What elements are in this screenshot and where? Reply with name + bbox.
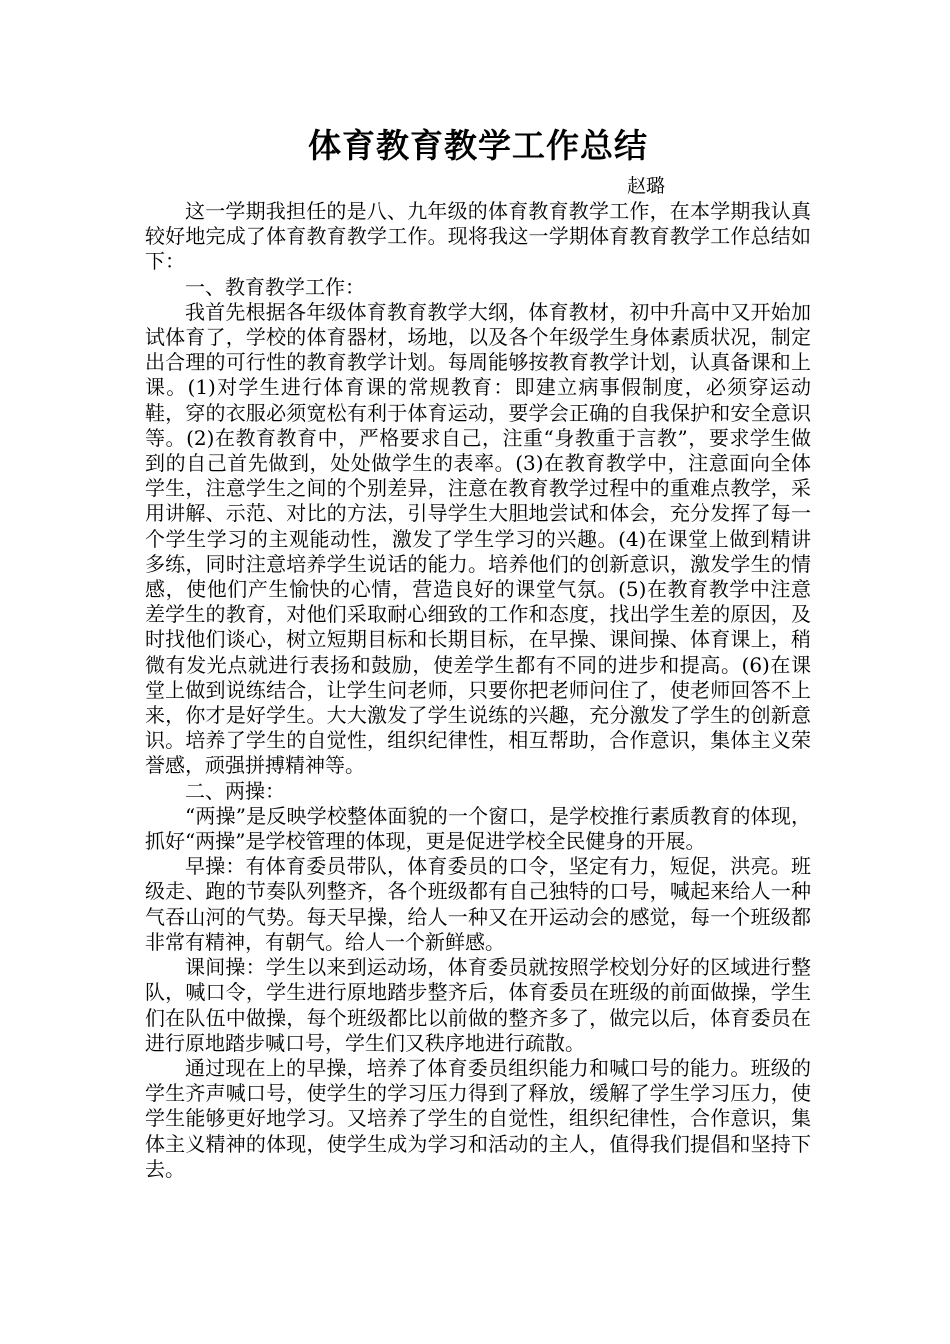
break-exercise-paragraph: 课间操：学生以来到运动场，体育委员就按照学校划分好的区域进行整队，喊口令，学生进行原地踏步整齐后，体育委员在班级的前面做操，学生们在队伍中做操，每个班级都比以前做的整齐多了，做完以后，体育委员在进行原地踏步喊口号，学生们又秩序地进行疏散。: [145, 955, 811, 1055]
document-body: [145, 199, 811, 1182]
exercises-intro-paragraph: “两操”是反映学校整体面貌的一个窗口，是学校推行素质教育的体现，抓好“两操”是学校管理的体现，更是促进学校全民健身的开展。: [145, 803, 811, 854]
section-heading-exercises: 二、两操：: [185, 778, 285, 803]
morning-exercise-paragraph: 早操：有体育委员带队，体育委员的口令，坚定有力，短促，洪亮。班级走、跑的节奏队列整齐，各个班级都有自己独特的口号，喊起来给人一种气吞山河的气势。每天早操，给人一种又在开运动会的感觉，每一个班级都非常有精神，有朝气。给人一个新鲜感。: [145, 854, 811, 954]
intro-paragraph: 这一学期我担任的是八、九年级的体育教育教学工作，在本学期我认真较好地完成了体育教育教学工作。现将我这一学期体育教育教学工作总结如下：: [145, 199, 811, 274]
document-title: 体育教育教学工作总结: [308, 126, 648, 165]
document-page: [145, 118, 811, 1182]
author-name: 赵璐: [626, 175, 665, 197]
section-heading-teaching: 一、教育教学工作：: [185, 274, 365, 299]
teaching-paragraph: 我首先根据各年级体育教育教学大纲，体育教材，初中升高中又开始加试体育了，学校的体育器材，场地，以及各个年级学生身体素质状况，制定出合理的可行性的教育教学计划。每周能够按教育教学计划，认真备课和上课。(1)对学生进行体育课的常规教育：即建立病事假制度，必须穿运动鞋，穿的衣服必须宽松有利于体育运动，要学会正确的自我保护和安全意识等。(2)在教育教育中，严格要求自己，注重“身教重于言教”，要求学生做到的自己首先做到，处处做学生的表率。(3)在教育教学中，注意面向全体学生，注意学生之间的个别差异，注意在教育教学过程中的重难点教学，采用讲解、示范、对比的方法，引导学生大胆地尝试和体会，充分发挥了每一个学生学习的主观能动性，激发了学生学习的兴趣。(4)在课堂上做到精讲多练，同时注意培养学生说话的能力。培养他们的创新意识，激发学生的情感，使他们产生愉快的心情，营造良好的课堂气氛。(5)在教育教学中注意差学生的教育，对他们采取耐心细致的工作和态度，找出学生差的原因，及时找他们谈心，树立短期目标和长期目标，在早操、课间操、体育课上，稍微有发光点就进行表扬和鼓励，使差学生都有不同的进步和提高。(6)在课堂上做到说练结合，让学生问老师，只要你把老师问住了，使老师回答不上来，你才是好学生。大大激发了学生说练的兴趣，充分激发了学生的创新意识。培养了学生的自觉性，组织纪律性，相互帮助，合作意识，集体主义荣誉感，顽强拼搏精神等。: [145, 299, 811, 778]
conclusion-paragraph: 通过现在上的早操，培养了体育委员组织能力和喊口号的能力。班级的学生齐声喊口号，使学生的学习压力得到了释放，缓解了学生学习压力，使学生能够更好地学习。又培养了学生的自觉性，组织纪律性，合作意识，集体主义精神的体现，使学生成为学习和活动的主人，值得我们提倡和坚持下去。: [145, 1055, 811, 1181]
